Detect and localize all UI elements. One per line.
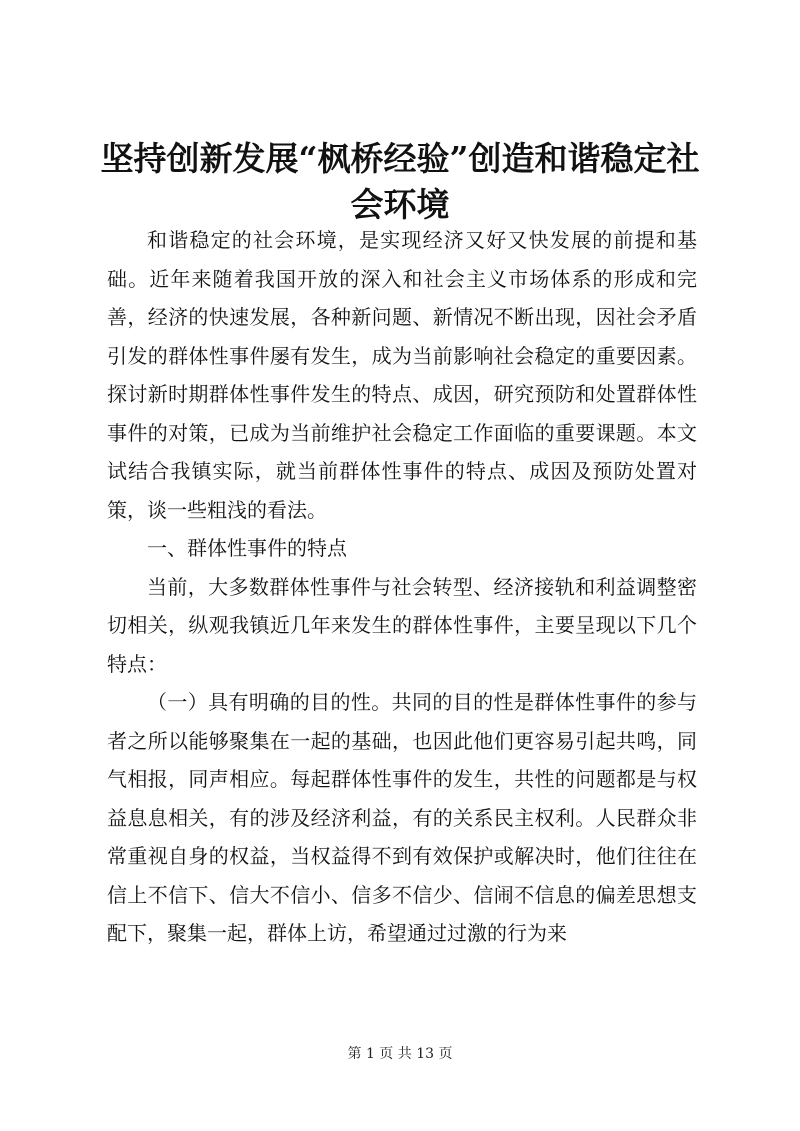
paragraph-overview: 当前，大多数群体性事件与社会转型、经济接轨和利益调整密切相关，纵观我镇近几年来发生的群体性事件，主要呈现以下几个特点：: [107, 574, 697, 676]
document-title: 坚持创新发展“枫桥经验”创造和谐稳定社会环境: [100, 139, 700, 224]
paragraph-intro: 和谐稳定的社会环境，是实现经济又好又快发展的前提和基础。近年来随着我国开放的深入和社会主义市场体系的形成和完善，经济的快速发展，各种新问题、新情况不断出现，因社会矛盾引发的群体性事件屡有发生，成为当前影响社会稳定的重要因素。探讨新时期群体性事件发生的特点、成因，研究预防和处置群体性事件的对策，已成为当前维护社会稳定工作面临的重要课题。本文试结合我镇实际，就当前群体性事件的特点、成因及预防处置对策，谈一些粗浅的看法。: [107, 228, 697, 522]
document-body: [107, 221, 697, 953]
page-number-footer: 第 1 页 共 13 页: [347, 1046, 453, 1062]
paragraph-point-one: （一）具有明确的目的性。共同的目的性是群体性事件的参与者之所以能够聚集在一起的基础，也因此他们更容易引起共鸣，同气相报，同声相应。每起群体性事件的发生，共性的问题都是与权益息息相关，有的涉及经济利益，有的关系民主权利。人民群众非常重视自身的权益，当权益得不到有效保护或解决时，他们往往在信上不信下、信大不信小、信多不信少、信闹不信息的偏差思想支配下，聚集一起，群体上访，希望通过过激的行为来: [107, 690, 697, 945]
section-heading: 一、群体性事件的特点: [147, 536, 347, 560]
